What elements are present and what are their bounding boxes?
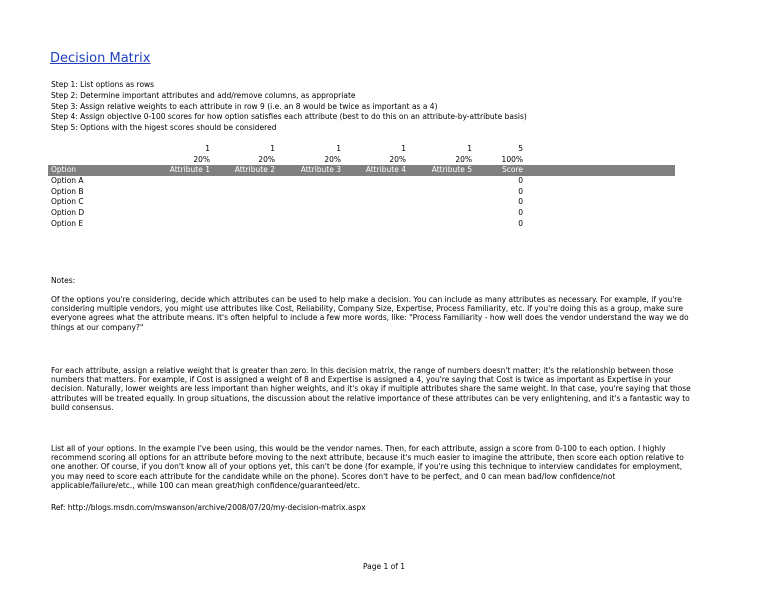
- step-4: Step 4: Assign objective 0-100 scores for how option satisfies each attribute (best to do this on an attribute-by-attribute basis): [51, 112, 527, 122]
- percent-row: [48, 155, 675, 166]
- header-row: [48, 165, 675, 176]
- page-footer: Page 1 of 1: [362, 562, 406, 571]
- header-attribute-1: Attribute 1: [169, 165, 210, 175]
- option-name[interactable]: Option D: [51, 208, 85, 218]
- note-options: List all of your options. In the example I've been using, this would be the vendor names. Then, for each attribute, assign a score from 0-100 to each option. I highly recommend scoring all options for an attribute before moving to the next attribute, because it's much easier to imagine the attribute, then score each option relative to one another. Of course, if you don't know all of your options yet, this can't be done (for example, if you're using this technique to interview candidates for employment, you may need to score each attribute for the candidate while on the phone). Scores don't have to be perfect, and 0 can mean bad/low confidence/not applicable/failure/etc., while 100 can mean great/high confidence/guaranteed/etc.: [51, 444, 684, 490]
- option-name[interactable]: Option A: [51, 176, 84, 186]
- step-3: Step 3: Assign relative weights to each attribute in row 9 (i.e. an 8 would be twice as important as a 4): [51, 101, 438, 111]
- percent-attribute-1: 20%: [193, 154, 210, 164]
- header-option: Option: [51, 165, 77, 175]
- header-attribute-2: Attribute 2: [234, 165, 275, 175]
- page-title[interactable]: Decision Matrix: [50, 51, 151, 66]
- option-score: 0: [518, 186, 523, 196]
- note-weights: For each attribute, assign a relative weight that is greater than zero. In this decision matrix, the range of numbers doesn't matter; it's the relationship between those numbers that matters. For example, if Cost is assigned a weight of 8 and Expertise is assigned a 4, you're saying that Cost is twice as important as Expertise in your decision. Naturally, lower weights are less important than higher weights, and it's okay if multiple attributes share the same weight. In that case, you're saying that those attributes will be treated equally. In group situations, the discussion about the relative importance of these attributes can be very enlightening, and it's a fantastic way to build consensus.: [51, 366, 691, 412]
- option-score: 0: [518, 218, 523, 228]
- header-attribute-3: Attribute 3: [300, 165, 341, 175]
- decision-matrix-table: [48, 144, 675, 230]
- weight-attribute-5[interactable]: 1: [467, 144, 472, 153]
- weights-row: [48, 144, 675, 155]
- option-score: 0: [518, 208, 523, 218]
- weight-attribute-1[interactable]: 1: [205, 144, 210, 153]
- option-row: [48, 208, 675, 219]
- percent-attribute-2: 20%: [258, 154, 275, 164]
- note-attributes: Of the options you're considering, decide which attributes can be used to help make a decision. You can include as many attributes as necessary. For example, if you're considering multiple vendors, you might use attributes like Cost, Reliability, Company Size, Expertise, Process Familiarity, etc. If you're doing this as a group, make sure everyone agrees what the attribute means. It's often helpful to include a few more words, like: "Process Familiarity - how well does the vendor understand the way we do things at our company?": [51, 295, 689, 332]
- weight-attribute-3[interactable]: 1: [336, 144, 341, 153]
- weight-total: 5: [518, 144, 523, 153]
- option-row: [48, 219, 675, 230]
- notes-heading: Notes:: [51, 276, 76, 285]
- percent-attribute-3: 20%: [324, 154, 341, 164]
- reference-link[interactable]: Ref: http://blogs.msdn.com/mswanson/archive/2008/07/20/my-decision-matrix.aspx: [51, 503, 366, 512]
- step-2: Step 2: Determine important attributes and add/remove columns, as appropriate: [51, 90, 356, 100]
- step-5: Step 5: Options with the higest scores should be considered: [51, 123, 277, 133]
- option-score: 0: [518, 176, 523, 186]
- percent-attribute-5: 20%: [455, 154, 472, 164]
- weight-attribute-4[interactable]: 1: [401, 144, 406, 153]
- percent-attribute-4: 20%: [389, 154, 406, 164]
- option-name[interactable]: Option B: [51, 186, 84, 196]
- option-score: 0: [518, 197, 523, 207]
- header-score: Score: [501, 165, 523, 175]
- option-name[interactable]: Option E: [51, 218, 84, 228]
- option-row: [48, 187, 675, 198]
- step-1: Step 1: List options as rows: [51, 80, 155, 89]
- header-attribute-4: Attribute 4: [365, 165, 406, 175]
- steps-list: [51, 80, 527, 134]
- option-name[interactable]: Option C: [51, 197, 84, 207]
- weight-attribute-2[interactable]: 1: [270, 144, 275, 153]
- header-attribute-5: Attribute 5: [431, 165, 472, 175]
- percent-total: 100%: [501, 154, 523, 164]
- option-row: [48, 176, 675, 187]
- option-row: [48, 197, 675, 208]
